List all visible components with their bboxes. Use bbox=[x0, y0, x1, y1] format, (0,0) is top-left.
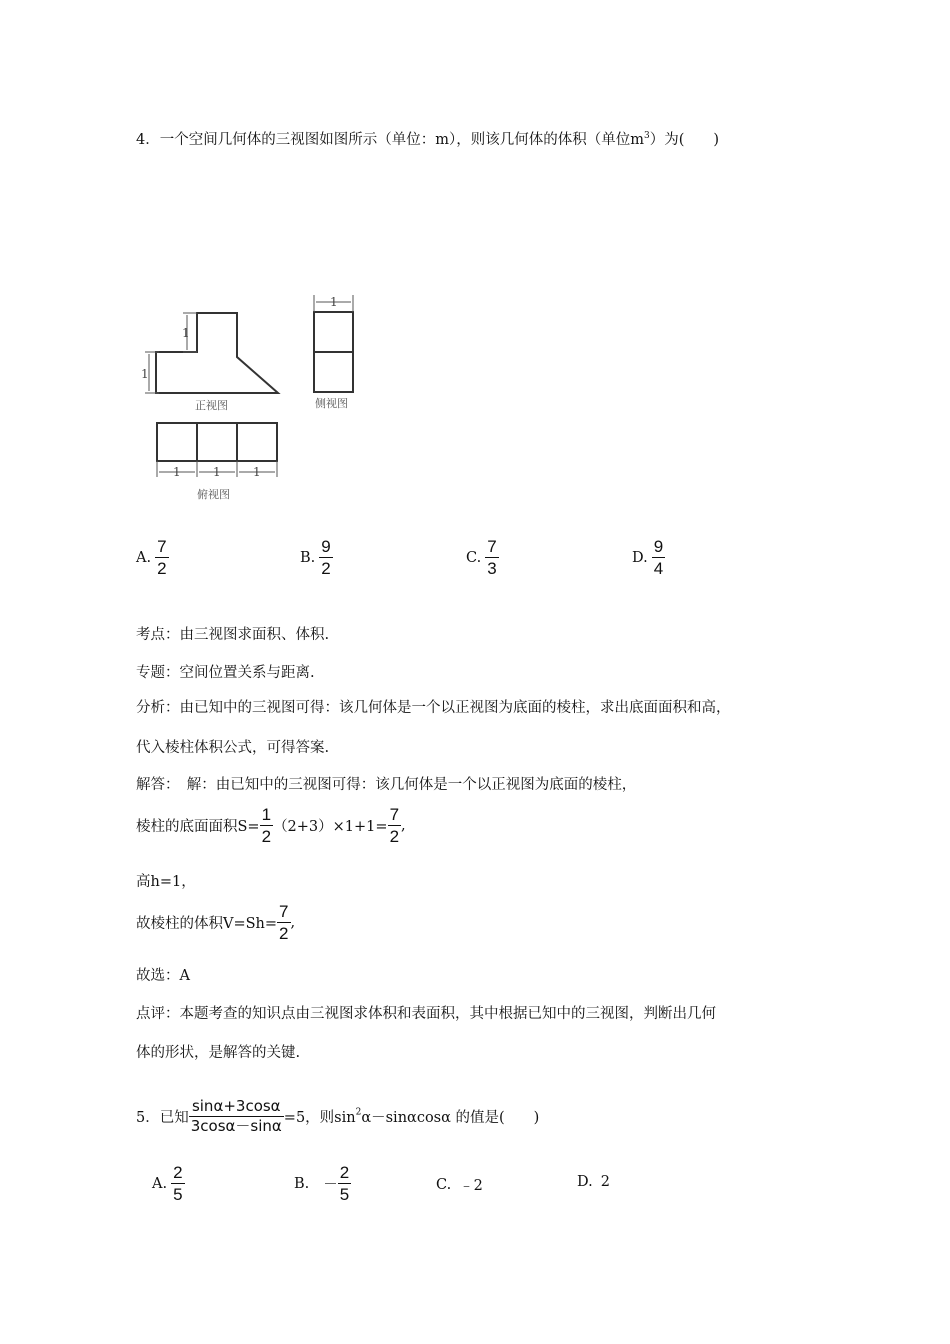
front-view-shape bbox=[156, 313, 278, 393]
q4-option-c[interactable]: C. $\frac{7}{3}$ bbox=[466, 537, 497, 578]
top-view-shape bbox=[157, 423, 277, 461]
q5-option-b[interactable]: B. － $\frac{2}{5}$ bbox=[294, 1163, 350, 1204]
q4-option-a[interactable]: A. $\frac{7}{2}$ bbox=[136, 537, 167, 578]
side-view-label: 侧视图 bbox=[315, 397, 348, 410]
dim-label: 1 bbox=[253, 465, 261, 479]
jieda-line: 解答： 解：由已知中的三视图可得：该几何体是一个以正视图为底面的棱柱， bbox=[136, 777, 637, 793]
fenxi-line-2: 代入棱柱体积公式，可得答案. bbox=[136, 740, 330, 756]
dianping-line-2: 体的形状，是解答的关键. bbox=[136, 1045, 301, 1061]
area-formula-line: 棱柱的底面面积S= $\frac{1}{2}$ （2+3）×1+1= $\frac{7}{2}$ , bbox=[136, 805, 406, 846]
dianping-line-1: 点评：本题考查的知识点由三视图求体积和表面积，其中根据已知中的三视图，判断出几何 bbox=[136, 1006, 716, 1022]
q4-stem: 4．一个空间几何体的三视图如图所示（单位：m），则该几何体的体积（单位$m^3$）为( ) bbox=[136, 131, 720, 148]
dim-label: 1 bbox=[330, 295, 338, 309]
dim-label: 1 bbox=[182, 326, 190, 340]
height-line: 高h=1， bbox=[136, 874, 196, 890]
kaodian-line: 考点：由三视图求面积、体积. bbox=[136, 627, 330, 643]
q4-option-b[interactable]: B. $\frac{9}{2}$ bbox=[300, 537, 331, 578]
dim-label: 1 bbox=[173, 465, 181, 479]
dim-label: 1 bbox=[213, 465, 221, 479]
q5-stem: 5．已知 $\frac{\sin\alpha+3\cos\alpha}{3\cos\alpha-\sin\alpha}$ =5，则$\sin^2\alpha-\sin\alpha\cos\alpha$ 的值是( ) bbox=[136, 1097, 540, 1135]
top-view-label: 俯视图 bbox=[197, 488, 230, 501]
q5-option-d[interactable]: D. 2 bbox=[577, 1174, 610, 1190]
volume-formula-line: 故棱柱的体积V=Sh= $\frac{7}{2}$ , bbox=[136, 902, 296, 943]
front-view-label: 正视图 bbox=[195, 399, 228, 412]
dim-label: 1 bbox=[141, 367, 149, 381]
q5-option-c[interactable]: C. ﹣2 bbox=[436, 1176, 483, 1194]
q5-option-a[interactable]: A. $\frac{2}{5}$ bbox=[152, 1163, 183, 1204]
zhuanti-line: 专题：空间位置关系与距离. bbox=[136, 665, 315, 681]
guxuan-line: 故选：A bbox=[136, 968, 190, 984]
three-view-figure bbox=[125, 285, 365, 510]
fenxi-line-1: 分析：由已知中的三视图可得：该几何体是一个以正视图为底面的棱柱，求出底面面积和高， bbox=[136, 700, 731, 716]
q4-option-d[interactable]: D. $\frac{9}{4}$ bbox=[632, 537, 664, 578]
